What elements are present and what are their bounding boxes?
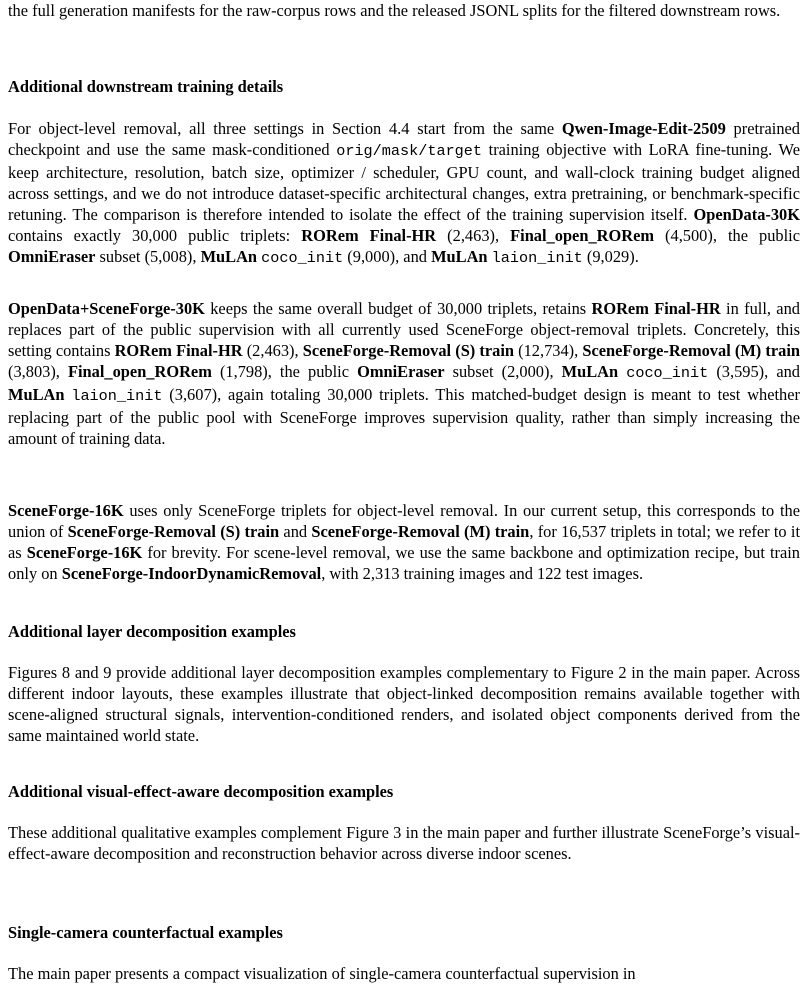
layer-paragraph: Figures 8 and 9 provide additional layer decomposition examples complementary to Figure 2 in the main paper. Across different indoor layouts, these examples illustrate that object-linked decomposition remains available together with scene-aligned structural signals, intervention-conditioned renders, and isolated object components derived from the same maintained world state. (8, 663, 800, 745)
text-run: subset (2,000), (444, 362, 562, 381)
text-run: , for 16,537 triplets in total; we refer to it as (8, 522, 800, 562)
section-heading-camera: Single-camera counterfactual examples (8, 923, 283, 942)
bold-term: SceneForge-16K (8, 501, 124, 520)
code-term: laion_init (491, 249, 583, 267)
code-term: laion_init (71, 387, 163, 405)
bold-term: SceneForge-Removal (M) train (582, 341, 800, 360)
text-run: (3,607), again totaling 30,000 triplets. This matched-budget design is meant to test whether replacing part of the public pool with SceneForge improves supervision quality, rather than simply increasing the amount of training data. (8, 385, 800, 448)
camera-paragraph: The main paper presents a compact visualization of single-camera counterfactual supervision in (8, 964, 636, 983)
code-term: coco_init (261, 249, 344, 267)
text-run: contains exactly 30,000 public triplets: (8, 226, 302, 245)
bold-term: RORem Final-HR (301, 226, 437, 245)
text-run: for brevity. For scene-level removal, we use the same backbone and optimization recipe, but train only on (8, 543, 800, 583)
text-run: For object-level removal, all three settings in Section 4.4 start from the same (8, 119, 562, 138)
visual-paragraph: These additional qualitative examples complement Figure 3 in the main paper and further illustrate SceneForge’s visual-effect-aware decomposition and reconstruction behavior across diverse indoor scenes. (8, 823, 800, 863)
bold-term: MuLAn (431, 247, 488, 266)
text-run: (2,463), (436, 226, 511, 245)
bold-term: Final_open_RORem (67, 362, 212, 381)
bold-term: OmniEraser (357, 362, 445, 381)
text-run: , with 2,313 training images and 122 test images. (321, 564, 644, 583)
text-run: pretrained checkpoint and use the same mask-conditioned (8, 119, 800, 159)
text-run: (12,734), (514, 341, 583, 360)
bold-term: OpenData-30K (693, 205, 800, 224)
section-heading-visual: Additional visual-effect-aware decomposition examples (8, 782, 394, 801)
text-run: keeps the same overall budget of 30,000 triplets, retains (204, 299, 592, 318)
section-heading-layer: Additional layer decomposition examples (8, 622, 296, 641)
code-term: coco_init (626, 364, 709, 382)
bold-term: MuLAn (200, 247, 258, 266)
text-run: and (279, 522, 312, 541)
bold-term: OpenData+SceneForge-30K (8, 299, 205, 318)
bold-term: SceneForge-16K (26, 543, 143, 562)
intro-paragraph: the full generation manifests for the raw-corpus rows and the released JSONL splits for the filtered downstream rows. (8, 1, 781, 20)
text-run: (4,500), the public (654, 226, 800, 245)
text-run: uses only SceneForge triplets for object-level removal. In our current setup, this corresponds to the union of (8, 501, 800, 541)
bold-term: SceneForge-Removal (S) train (67, 522, 280, 541)
text-run: training objective with LoRA fine-tuning. We keep architecture, resolution, batch size, optimizer / scheduler, GPU count, and wall-clock training budget aligned across settings, and we do not introduce dataset-specific architectural changes, extra pretraining, or benchmark-specific retuning. The comparison is therefore intended to isolate the effect of the training supervision itself. (8, 140, 800, 224)
bold-term: MuLAn (8, 385, 65, 404)
bold-term: RORem Final-HR (114, 341, 243, 360)
text-run: (3,803), (8, 362, 68, 381)
text-run: in full, and replaces part of the public supervision with all currently used SceneForge object-removal triplets. Concretely, this setting contains (8, 299, 800, 360)
bold-term: RORem Final-HR (591, 299, 721, 318)
text-run: (1,798), the public (211, 362, 358, 381)
text-run: (9,029). (582, 247, 639, 266)
bold-term: Qwen-Image-Edit-2509 (561, 119, 726, 138)
text-run: (9,000), and (343, 247, 432, 266)
downstream-paragraph-3 (8, 500, 800, 584)
bold-term: SceneForge-Removal (S) train (302, 341, 515, 360)
section-heading-downstream: Additional downstream training details (8, 77, 284, 96)
bold-term: SceneForge-IndoorDynamicRemoval (61, 564, 322, 583)
downstream-paragraph-1 (8, 118, 800, 269)
bold-term: SceneForge-Removal (M) train (311, 522, 530, 541)
text-run (618, 362, 626, 381)
code-term: orig/mask/target (336, 142, 483, 160)
text-run: (2,463), (242, 341, 303, 360)
text-run: (3,595), and (708, 362, 800, 381)
bold-term: MuLAn (561, 362, 619, 381)
bold-term: OmniEraser (8, 247, 96, 266)
text-run: subset (5,008), (95, 247, 201, 266)
downstream-paragraph-2 (8, 298, 800, 449)
bold-term: Final_open_RORem (510, 226, 654, 245)
